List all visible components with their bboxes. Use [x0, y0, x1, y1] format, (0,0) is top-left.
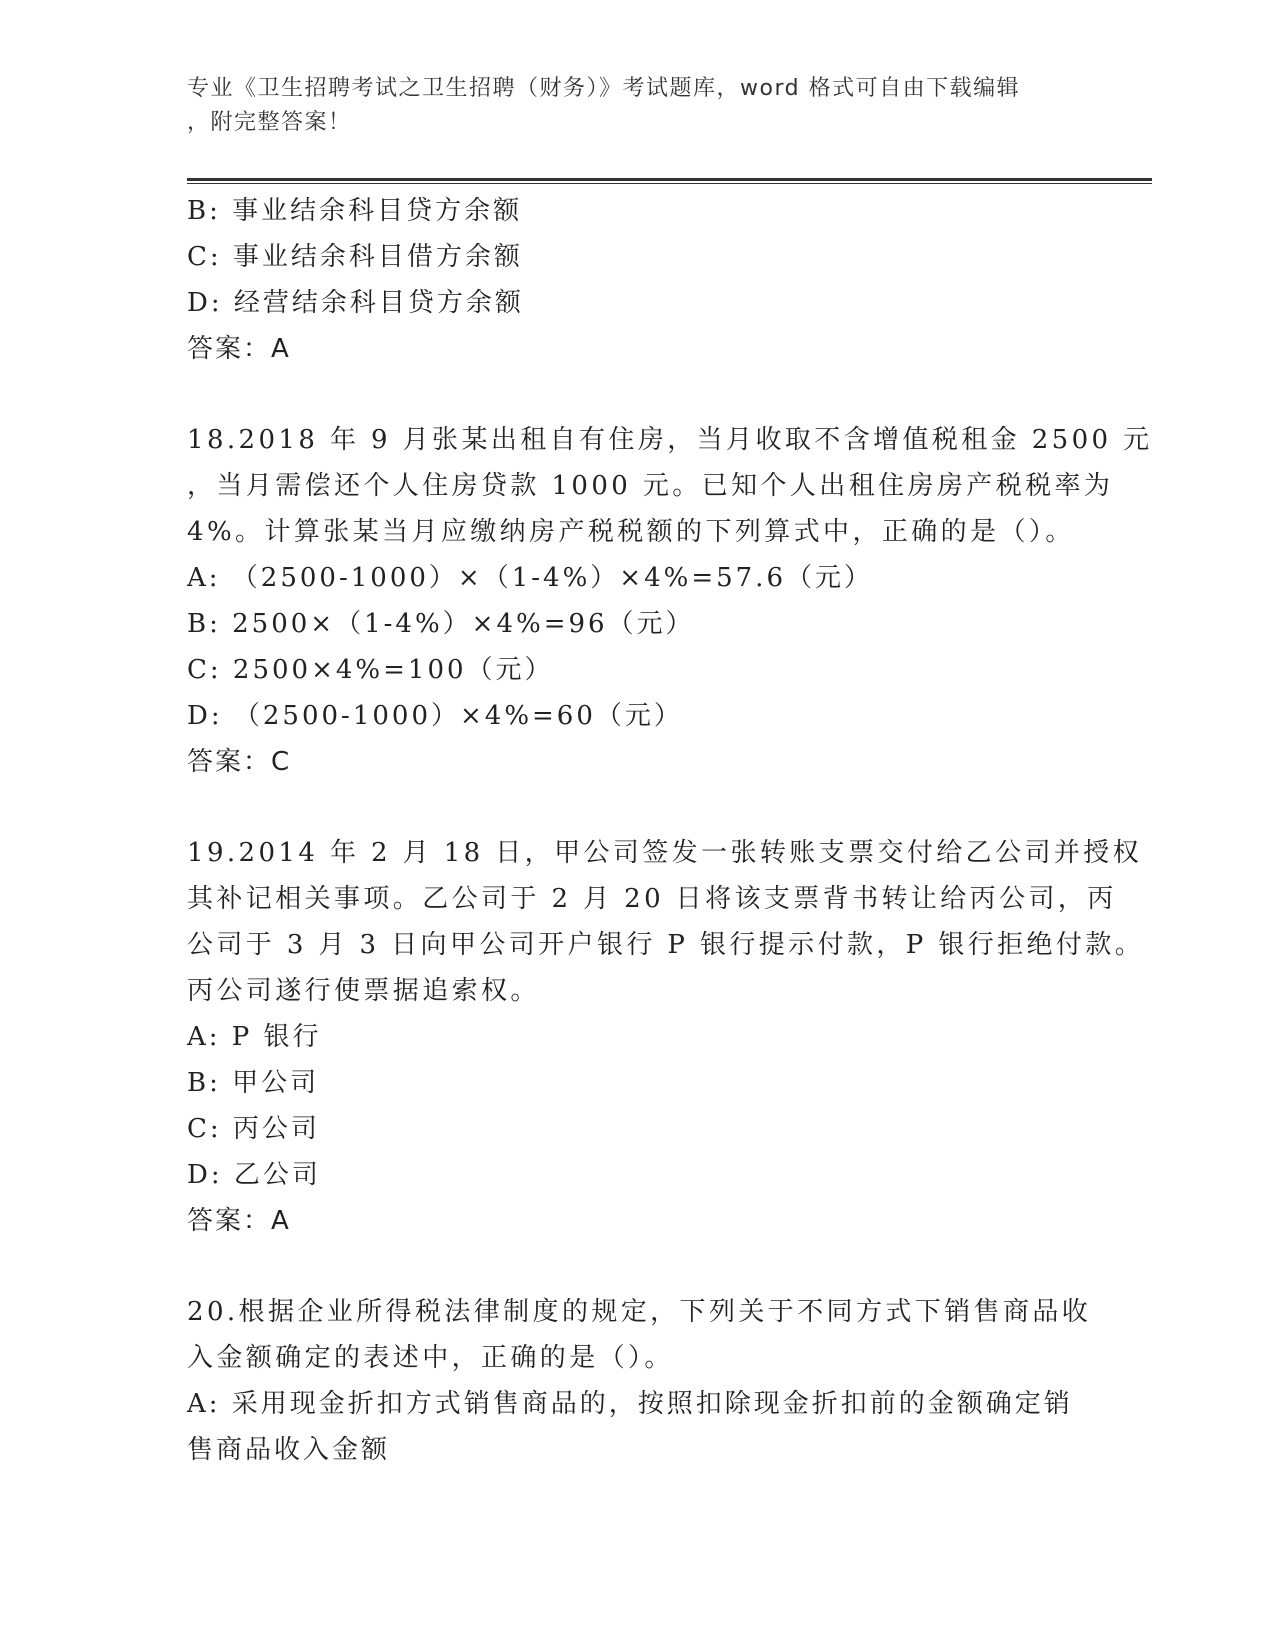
- question-17-continued: [187, 188, 1067, 372]
- stem-line: 其补记相关事项。乙公司于 2 月 20 日将该支票背书转让给丙公司，丙: [187, 884, 1117, 914]
- answer-label: 答案：C: [187, 747, 292, 777]
- header-divider-thin: [187, 183, 1152, 184]
- question-18: [187, 417, 1153, 785]
- document-header: [187, 72, 1087, 140]
- option-a: A: （2500-1000）×（1-4%）×4%=57.6（元）: [187, 563, 873, 593]
- question-stem: [187, 830, 1145, 1014]
- stem-line: ，当月需偿还个人住房贷款 1000 元。已知个人出租住房房产税税率为: [187, 471, 1114, 501]
- option-c: C: 事业结余科目借方余额: [187, 242, 523, 272]
- stem-line: 19.2014 年 2 月 18 日，甲公司签发一张转账支票交付给乙公司并授权: [187, 838, 1143, 868]
- option-d: D: 乙公司: [187, 1160, 321, 1190]
- header-title-line-1: 专业《卫生招聘考试之卫生招聘（财务）》考试题库，word 格式可自由下载编辑: [187, 76, 1021, 101]
- question-list: [187, 188, 1153, 1473]
- option-a: A: P 银行: [187, 1022, 322, 1052]
- question-stem: [187, 1289, 1092, 1381]
- option-d: D: （2500-1000）×4%=60（元）: [187, 701, 683, 731]
- question-19: [187, 830, 1145, 1244]
- question-20: [187, 1289, 1092, 1473]
- header-title-line-2: ，附完整答案！: [187, 110, 352, 135]
- option-c: C: 丙公司: [187, 1114, 320, 1144]
- question-stem: [187, 417, 1153, 555]
- option-c: C: 2500×4%=100（元）: [187, 655, 554, 685]
- option-b: B: 事业结余科目贷方余额: [187, 196, 523, 226]
- option-a: A: 采用现金折扣方式销售商品的，按照扣除现金折扣前的金额确定销: [187, 1389, 1073, 1419]
- stem-line: 公司于 3 月 3 日向甲公司开户银行 P 银行提示付款，P 银行拒绝付款。: [187, 930, 1145, 960]
- stem-line: 18.2018 年 9 月张某出租自有住房，当月收取不含增值税租金 2500 元: [187, 425, 1153, 455]
- option-a-continued: 售商品收入金额: [187, 1435, 391, 1465]
- answer-label: 答案：A: [187, 334, 291, 364]
- option-b: B: 2500×（1-4%）×4%=96（元）: [187, 609, 695, 639]
- stem-line: 20.根据企业所得税法律制度的规定，下列关于不同方式下销售商品收: [187, 1297, 1092, 1327]
- stem-line: 丙公司遂行使票据追索权。: [187, 976, 540, 1006]
- stem-line: 4%。计算张某当月应缴纳房产税税额的下列算式中，正确的是（）。: [187, 517, 1075, 547]
- stem-line: 入金额确定的表述中，正确的是（）。: [187, 1343, 674, 1373]
- header-divider: [187, 178, 1152, 181]
- answer-label: 答案：A: [187, 1206, 291, 1236]
- option-d: D: 经营结余科目贷方余额: [187, 288, 524, 318]
- option-b: B: 甲公司: [187, 1068, 320, 1098]
